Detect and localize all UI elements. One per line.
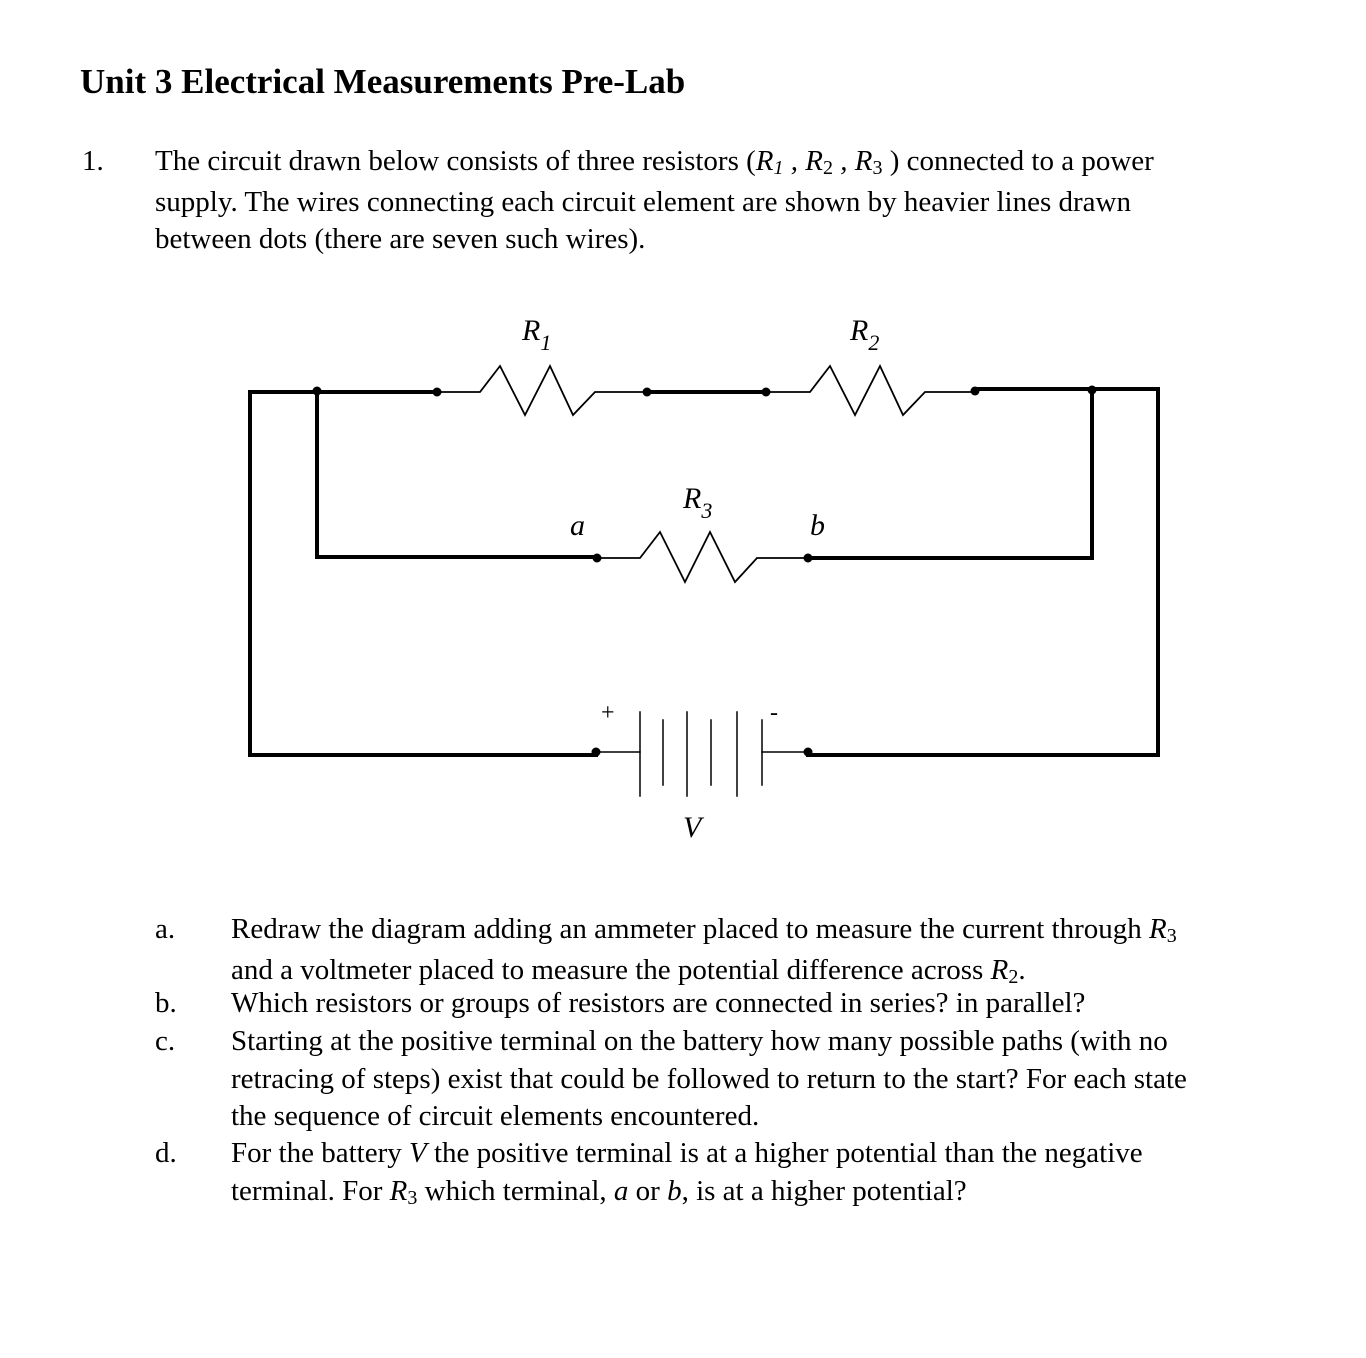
q1-r1: R xyxy=(755,145,774,177)
sub-a-line-1 xyxy=(231,911,1341,952)
subquestion-a-label: a. xyxy=(155,913,176,945)
q1-r3-sub: 3 xyxy=(872,157,883,179)
sub-a-line2-text: and a voltmeter placed to measure the potential difference across xyxy=(231,953,991,986)
q1-sep1: , xyxy=(783,145,806,177)
sub-d-line-2 xyxy=(231,1173,1341,1214)
node-dot xyxy=(433,388,442,397)
node-dot xyxy=(762,388,771,397)
sub-d-line1-b: the positive terminal is at a higher potential than the negative xyxy=(426,1137,1143,1169)
sub-a-r3-sub: 3 xyxy=(1166,925,1177,947)
subquestion-b-label: b. xyxy=(155,987,177,1019)
sub-d-v: V xyxy=(408,1137,427,1169)
q1-r3: R xyxy=(854,145,873,177)
subquestion-d-text xyxy=(231,1135,1341,1213)
sub-d-line-1 xyxy=(231,1135,1341,1173)
battery-label: V xyxy=(683,811,702,844)
sub-d-line2-a: terminal. For xyxy=(231,1174,390,1207)
question-1-line-1 xyxy=(155,143,1305,184)
sub-a-line2-end: . xyxy=(1018,953,1026,986)
sub-c-line-3: the sequence of circuit elements encountered. xyxy=(231,1100,760,1132)
wire-inner-left xyxy=(317,389,597,557)
sub-d-line2-b: which terminal, xyxy=(417,1174,614,1207)
node-dot xyxy=(592,748,601,757)
r2-label: $R_2$ xyxy=(850,314,880,355)
q1-r2-sub: 2 xyxy=(822,157,833,179)
resistor-r1 xyxy=(437,366,647,415)
node-dot xyxy=(804,554,813,563)
resistor-r3 xyxy=(597,532,808,582)
subquestion-a-text xyxy=(231,911,1341,992)
wire-outer-right xyxy=(808,389,1158,755)
q1-sep2: , xyxy=(832,145,855,177)
q1-r1-sub: 1 xyxy=(773,157,784,179)
subquestion-c-label: c. xyxy=(155,1025,176,1057)
node-dot xyxy=(1088,386,1097,395)
page-title: Unit 3 Electrical Measurements Pre-Lab xyxy=(80,62,686,101)
sub-d-or: or xyxy=(628,1174,668,1207)
minus-label: - xyxy=(770,700,778,726)
node-b-label: b xyxy=(810,509,825,542)
sub-c-line-1: Starting at the positive terminal on the battery how many possible paths (with no xyxy=(231,1025,1168,1057)
wire-inner-right xyxy=(808,389,1092,558)
question-1-text xyxy=(155,143,1305,259)
subquestion-b-text xyxy=(231,985,1341,1023)
r3-label: $R_3$ xyxy=(683,482,713,523)
node-dot xyxy=(593,554,602,563)
sub-d-line1-a: For the battery xyxy=(231,1137,409,1169)
question-number: 1. xyxy=(82,145,104,177)
sub-c-line-2: retracing of steps) exist that could be followed to return to the start? For each state xyxy=(231,1062,1187,1095)
sub-d-a: a xyxy=(613,1174,629,1207)
subquestion-c-text xyxy=(231,1023,1341,1136)
plus-label: + xyxy=(601,700,615,726)
q1-r2: R xyxy=(805,145,823,177)
node-dot xyxy=(643,388,652,397)
q1-line1-prefix: The circuit drawn below consists of three resistors ( xyxy=(155,145,756,177)
wire-outer-left xyxy=(250,392,596,755)
sub-d-line2-end: , is at a higher potential? xyxy=(681,1174,967,1207)
sub-d-r3-sub: 3 xyxy=(407,1186,418,1209)
resistor-r2 xyxy=(766,366,975,415)
q1-line1-suffix: ) connected to a power xyxy=(882,145,1154,177)
sub-a-r3: R xyxy=(1148,913,1167,945)
question-1-line-3: between dots (there are seven such wires). xyxy=(155,223,646,255)
sub-b-line-1: Which resistors or groups of resistors are connected in series? in parallel? xyxy=(231,987,1086,1019)
sub-d-r3: R xyxy=(389,1174,408,1207)
sub-a-r2-sub: 2 xyxy=(1008,965,1019,988)
subquestion-d-label: d. xyxy=(155,1137,177,1169)
node-a-label: a xyxy=(570,509,585,542)
sub-d-b: b xyxy=(667,1174,682,1207)
node-dot xyxy=(804,748,813,757)
r1-label: $R_1$ xyxy=(522,314,552,355)
node-dot xyxy=(313,387,322,396)
node-dot xyxy=(971,387,980,396)
sub-a-line1-text: Redraw the diagram adding an ammeter placed to measure the current through xyxy=(231,913,1149,945)
sub-a-r2: R xyxy=(990,953,1009,986)
question-1-line-2: supply. The wires connecting each circuit element are shown by heavier lines drawn xyxy=(155,185,1131,218)
circuit-diagram xyxy=(0,290,1366,860)
